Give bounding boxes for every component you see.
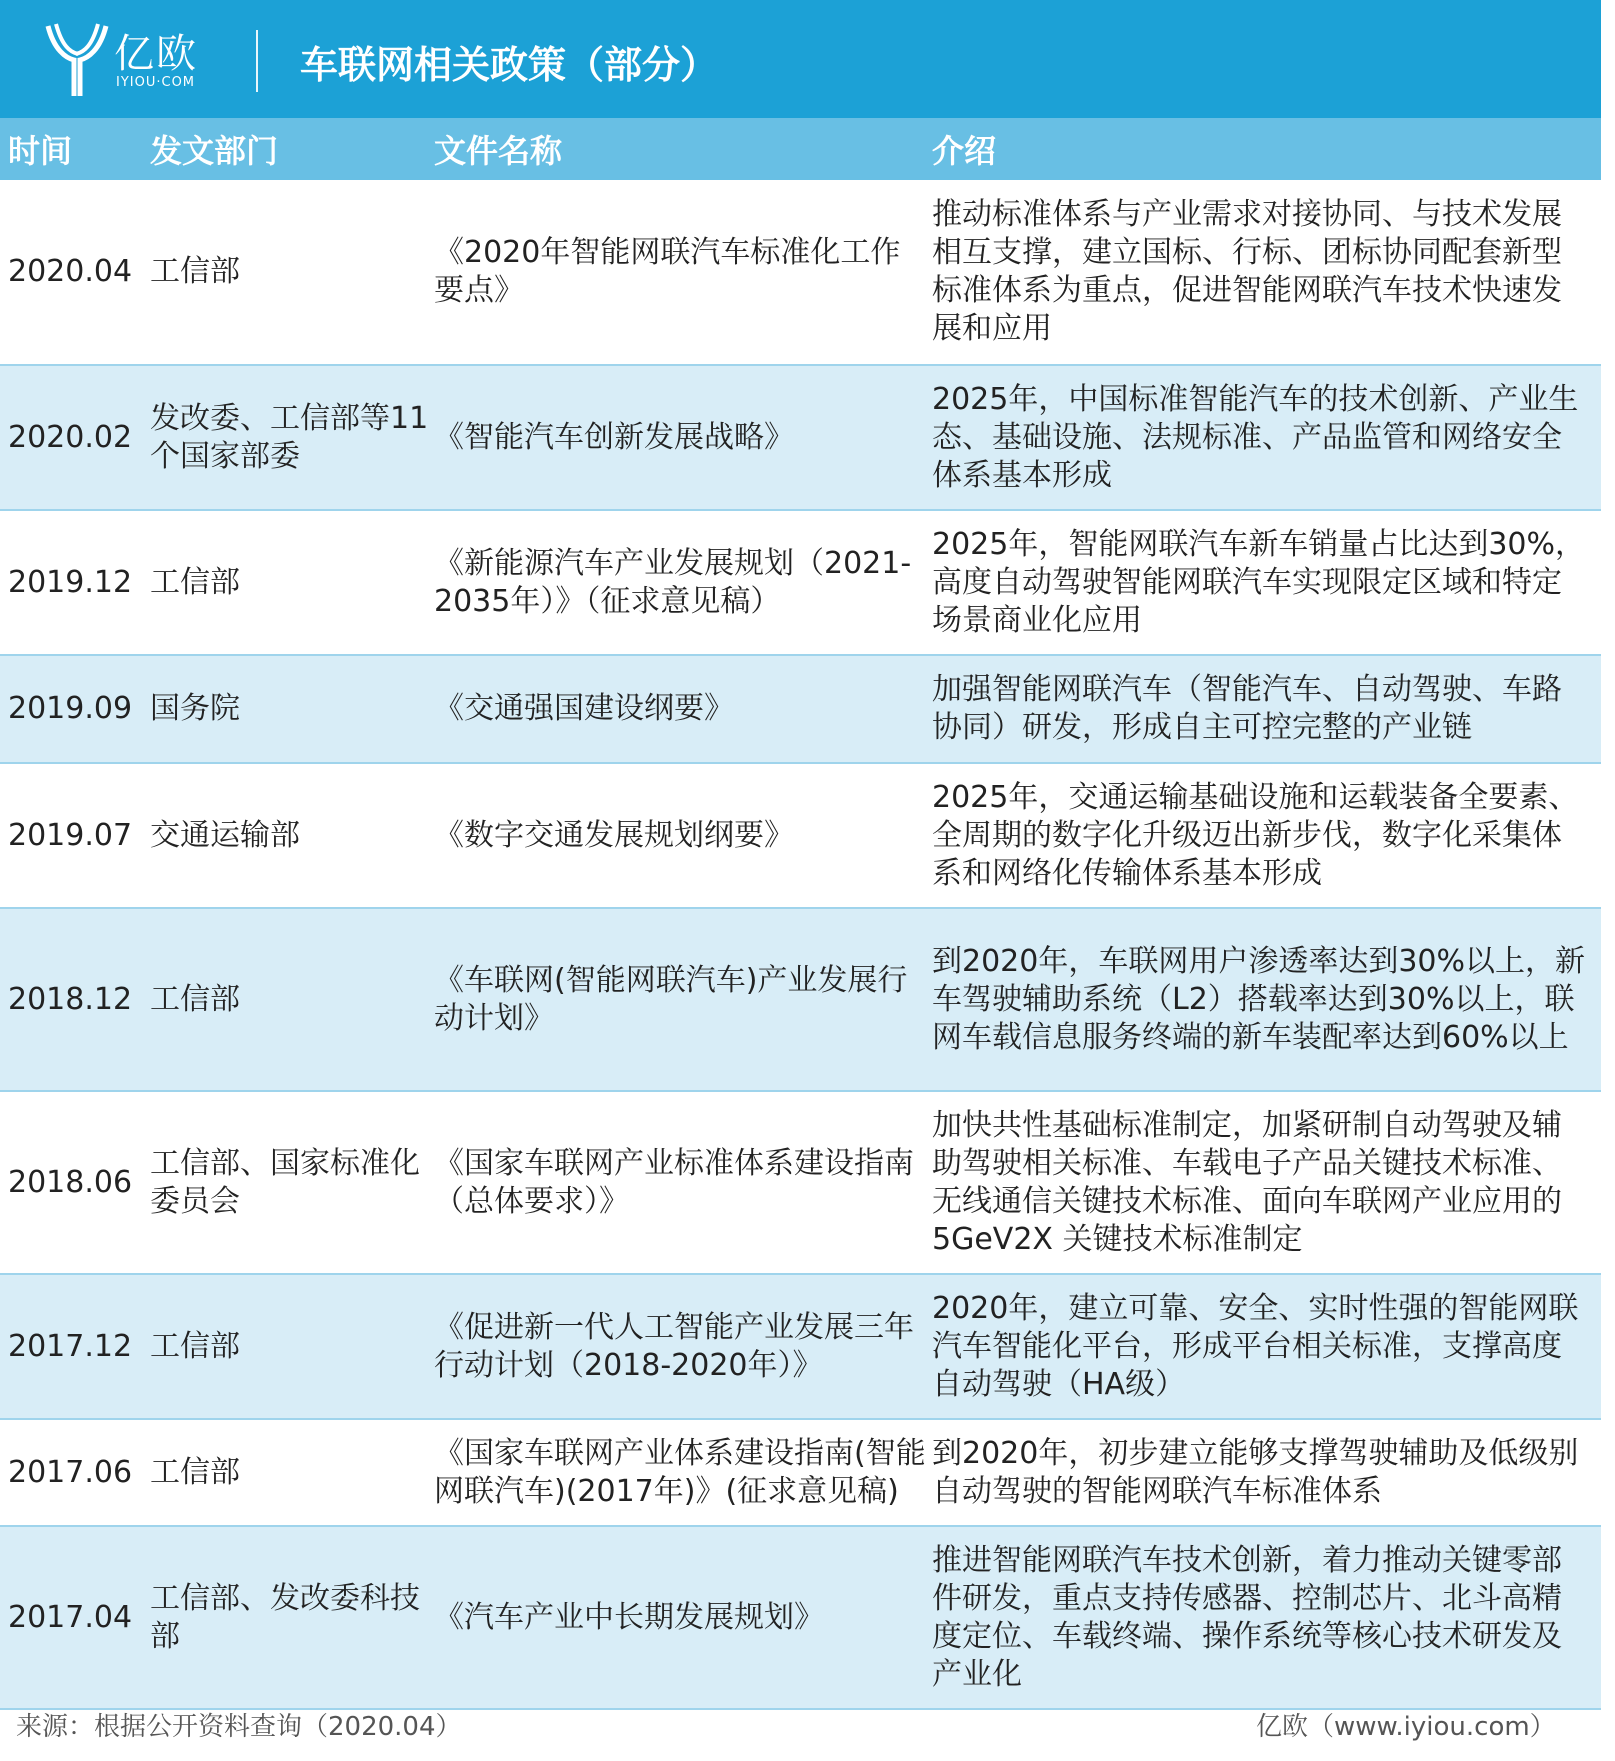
table-row [0, 1420, 1601, 1527]
column-header-department: 发文部门 [150, 132, 279, 170]
cell-department: 国务院 [150, 691, 240, 726]
cell-department: 发改委、工信部等11个国家部委 [150, 400, 429, 474]
cell-document: 《国家车联网产业体系建设指南(智能网联汽车)(2017年)》(征求意见稿) [434, 1435, 926, 1509]
site-credit: 亿欧（www.iyiou.com） [1256, 1712, 1556, 1742]
cell-document: 《国家车联网产业标准体系建设指南（总体要求）》 [434, 1145, 914, 1219]
cell-document: 《汽车产业中长期发展规划》 [434, 1599, 824, 1635]
cell-intro: 推进智能网联汽车技术创新，着力推动关键零部件研发，重点支持传感器、控制芯片、北斗高精度定位、车载终端、操作系统等核心技术研发及产业化 [932, 1542, 1562, 1692]
cell-document: 《新能源汽车产业发展规划（2021-2035年）》（征求意见稿） [434, 545, 912, 619]
cell-date: 2020.04 [8, 254, 133, 289]
cell-document: 《2020年智能网联汽车标准化工作要点》 [434, 235, 901, 308]
cell-intro: 加快共性基础标准制定，加紧研制自动驾驶及辅助驾驶相关标准、车载电子产品关键技术标准、无线通信关键技术标准、面向车联网产业应用的 5GeV2X 关键技术标准制定 [932, 1107, 1562, 1257]
cell-intro: 到2020年，初步建立能够支撑驾驶辅助及低级别自动驾驶的智能网联汽车标准体系 [932, 1435, 1579, 1509]
footer [0, 1696, 1601, 1746]
cell-date: 2018.12 [8, 981, 133, 1017]
cell-document: 《交通强国建设纲要》 [434, 691, 734, 726]
cell-date: 2017.06 [8, 1454, 133, 1490]
table-row [0, 909, 1601, 1092]
cell-department: 工信部 [150, 254, 240, 289]
table-row [0, 1527, 1601, 1710]
column-header-date: 时间 [8, 132, 73, 170]
table-header-row [0, 118, 1601, 180]
source-note: 来源：根据公开资料查询（2020.04） [16, 1712, 462, 1742]
cell-department: 工信部 [150, 981, 240, 1017]
cell-intro: 2025年，智能网联汽车新车销量占比达到30%，高度自动驾驶智能网联汽车实现限定区域和特定场景商业化应用 [932, 526, 1586, 638]
header-bar [0, 0, 1601, 118]
table-row [0, 764, 1601, 909]
column-header-document: 文件名称 [434, 132, 563, 170]
cell-date: 2019.07 [8, 817, 133, 853]
cell-intro: 到2020年，车联网用户渗透率达到30%以上，新车驾驶辅助系统（L2）搭载率达到30%以上，联网车载信息服务终端的新车装配率达到60%以上 [932, 943, 1586, 1055]
cell-intro: 2025年，交通运输基础设施和运载装备全要素、全周期的数字化升级迈出新步伐，数字化采集体系和网络化传输体系基本形成 [932, 779, 1579, 891]
table-row [0, 1092, 1601, 1275]
logo-mark-icon [44, 20, 110, 98]
cell-intro: 2020年，建立可靠、安全、实时性强的智能网联汽车智能化平台，形成平台相关标准，支撑高度自动驾驶（HA级） [932, 1290, 1579, 1402]
cell-document: 《智能汽车创新发展战略》 [434, 419, 794, 455]
iyiou-logo [44, 20, 214, 98]
logo-brand-text: 亿欧 [114, 31, 198, 77]
cell-date: 2019.12 [8, 564, 133, 600]
cell-date: 2017.04 [8, 1599, 133, 1635]
cell-document: 《车联网(智能网联汽车)产业发展行动计划》 [434, 962, 908, 1036]
cell-department: 工信部、国家标准化委员会 [150, 1145, 420, 1219]
column-header-intro: 介绍 [932, 132, 997, 170]
cell-document: 《数字交通发展规划纲要》 [434, 817, 794, 853]
cell-department: 工信部 [150, 1328, 240, 1364]
cell-date: 2019.09 [8, 691, 133, 726]
table-row [0, 180, 1601, 366]
cell-department: 交通运输部 [150, 817, 300, 853]
cell-document: 《促进新一代人工智能产业发展三年行动计划（2018-2020年）》 [434, 1309, 914, 1383]
table-row [0, 366, 1601, 511]
logo-domain-text: IYIOU·COM [116, 75, 196, 90]
cell-date: 2017.12 [8, 1328, 133, 1364]
cell-date: 2020.02 [8, 419, 133, 455]
table-row [0, 1275, 1601, 1420]
cell-intro: 2025年，中国标准智能汽车的技术创新、产业生态、基础设施、法规标准、产品监管和网络安全体系基本形成 [932, 381, 1579, 493]
cell-intro: 加强智能网联汽车（智能汽车、自动驾驶、车路协同）研发，形成自主可控完整的产业链 [932, 672, 1562, 745]
page-title: 车联网相关政策（部分） [300, 43, 719, 87]
table-row [0, 511, 1601, 656]
header-divider [256, 30, 258, 92]
cell-department: 工信部 [150, 1454, 240, 1490]
cell-department: 工信部 [150, 564, 240, 600]
table-row [0, 656, 1601, 764]
cell-department: 工信部、发改委科技部 [150, 1580, 420, 1654]
cell-intro: 推动标准体系与产业需求对接协同、与技术发展相互支撑，建立国标、行标、团标协同配套新型标准体系为重点，促进智能网联汽车技术快速发展和应用 [932, 197, 1562, 346]
cell-date: 2018.06 [8, 1164, 133, 1200]
